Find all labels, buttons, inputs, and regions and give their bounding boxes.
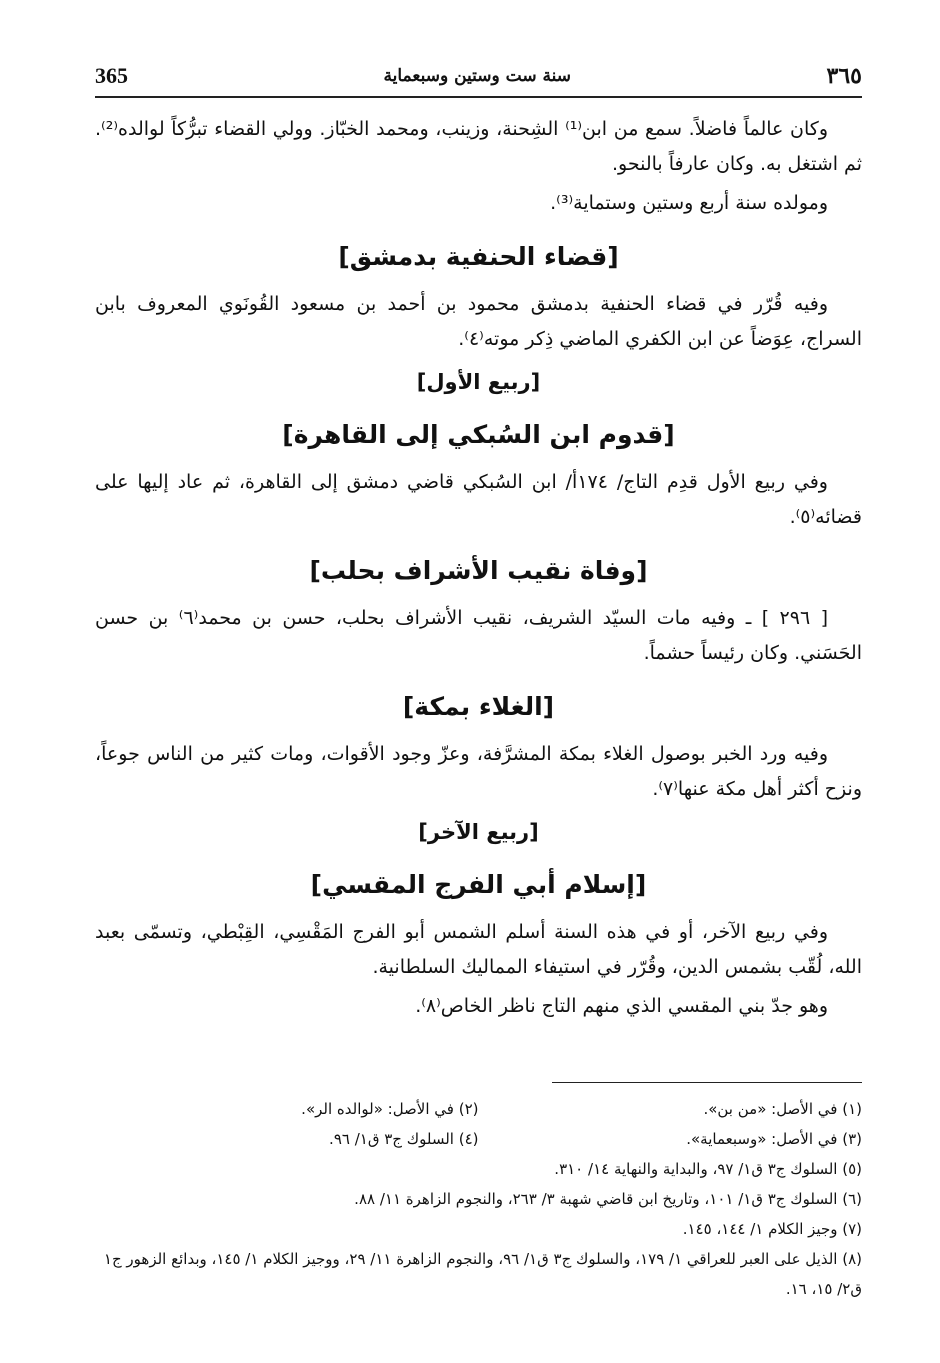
section-heading: [قضاء الحنفية بدمشق] [338,242,619,271]
footnote: (٧) وجيز الكلام ١/ ١٤٤، ١٤٥. [682,1220,862,1238]
running-title: سنة ست وستين وسبعماية [383,66,572,86]
page-header [95,58,862,94]
paragraph: وفي ربيع الآخر، أو في هذه السنة أسلم الشمس أبو الفرج المَقْسِي، القِبْطي، وتسمّى بعبد الله، لُقّب بشمس الدين، وقُرّر في استيفاء المماليك السلطانية. [95,921,862,978]
footnote: (٥) السلوك ج٣ ق١/ ٩٧، والبداية والنهاية ١٤/ ٣١٠. [554,1160,862,1178]
month-heading: [ربيع الآخر] [418,820,539,844]
footnote-row [95,1124,862,1154]
paragraph: وهو جدّ بني المقسي الذي منهم التاج ناظر الخاص⁽٨⁾. [415,995,828,1017]
paragraph: ومولده سنة أربع وستين وستماية⁽³⁾. [550,192,828,214]
paragraph: [ ٢٩٦ ] ـ وفيه مات السيّد الشريف، نقيب الأشراف بحلب، حسن بن محمد⁽٦⁾ بن حسن الحَسَني. وكان رئيساً حشماً. [95,607,862,664]
footnote: (٦) السلوك ج٣ ق١/ ١٠١، وتاريخ ابن قاضي شهبة ٣/ ٢٦٣، والنجوم الزاهرة ١١/ ٨٨. [354,1190,862,1208]
footnote: (٢) في الأصل: «لوالده الر». [301,1100,479,1118]
footnote: (٨) الذيل على العبر للعراقي ١/ ١٧٩، والسلوك ج٣ ق١/ ٩٦، والنجوم الزاهرة ١١/ ٢٩، ووجيز الكلام ١/ ١٤٥، وبدائع الزهور ج١ ق٢/ ١٥، ١٦. [103,1250,862,1298]
footnote: (٤) السلوك ج٣ ق١/ ٩٦. [329,1130,479,1148]
section-heading: [إسلام أبي الفرج المقسي] [310,870,647,899]
page-number-arabic: ٣٦٥ [826,63,862,89]
paragraph: وفيه ورد الخبر بوصول الغلاء بمكة المشرَّفة، وعزّ وجود الأقوات، ومات كثير من الناس جوعاً، ونزح أكثر أهل مكة عنها⁽٧⁾. [95,743,862,800]
paragraph: وكان عالماً فاضلاً. سمع من ابن⁽¹⁾ الشِحنة، وزينب، ومحمد الخبّاز. وولي القضاء تبرُّكاً لوالده⁽²⁾. ثم اشتغل به. وكان عارفاً بالنحو. [95,118,862,175]
header-divider [95,96,862,98]
section-heading: [الغلاء بمكة] [402,692,555,721]
paragraph: وفيه قُرّر في قضاء الحنفية بدمشق محمود بن أحمد بن مسعود القُونَوي المعروف بابن السراج، عِوَضاً عن ابن الكفري الماضي ذِكر موته⁽٤⁾. [95,293,862,350]
page-number-latin: 365 [95,63,128,88]
section-heading: [قدوم ابن السُبكي إلى القاهرة] [282,420,675,449]
footnote-row [95,1094,862,1124]
footnote-divider [552,1082,862,1083]
main-text [95,112,862,1028]
footnote: (٣) في الأصل: «وسبعماية». [686,1130,862,1148]
section-heading: [وفاة نقيب الأشراف بحلب] [309,556,648,585]
month-heading: [ربيع الأول] [416,370,541,394]
paragraph: وفي ربيع الأول قدِم التاج/ ١٧٤أ/ ابن السُبكي قاضي دمشق إلى القاهرة، ثم عاد إليها على قضائه⁽٥⁾. [95,471,862,528]
footnotes [95,1094,862,1304]
footnote: (١) في الأصل: «من بن». [703,1100,862,1118]
